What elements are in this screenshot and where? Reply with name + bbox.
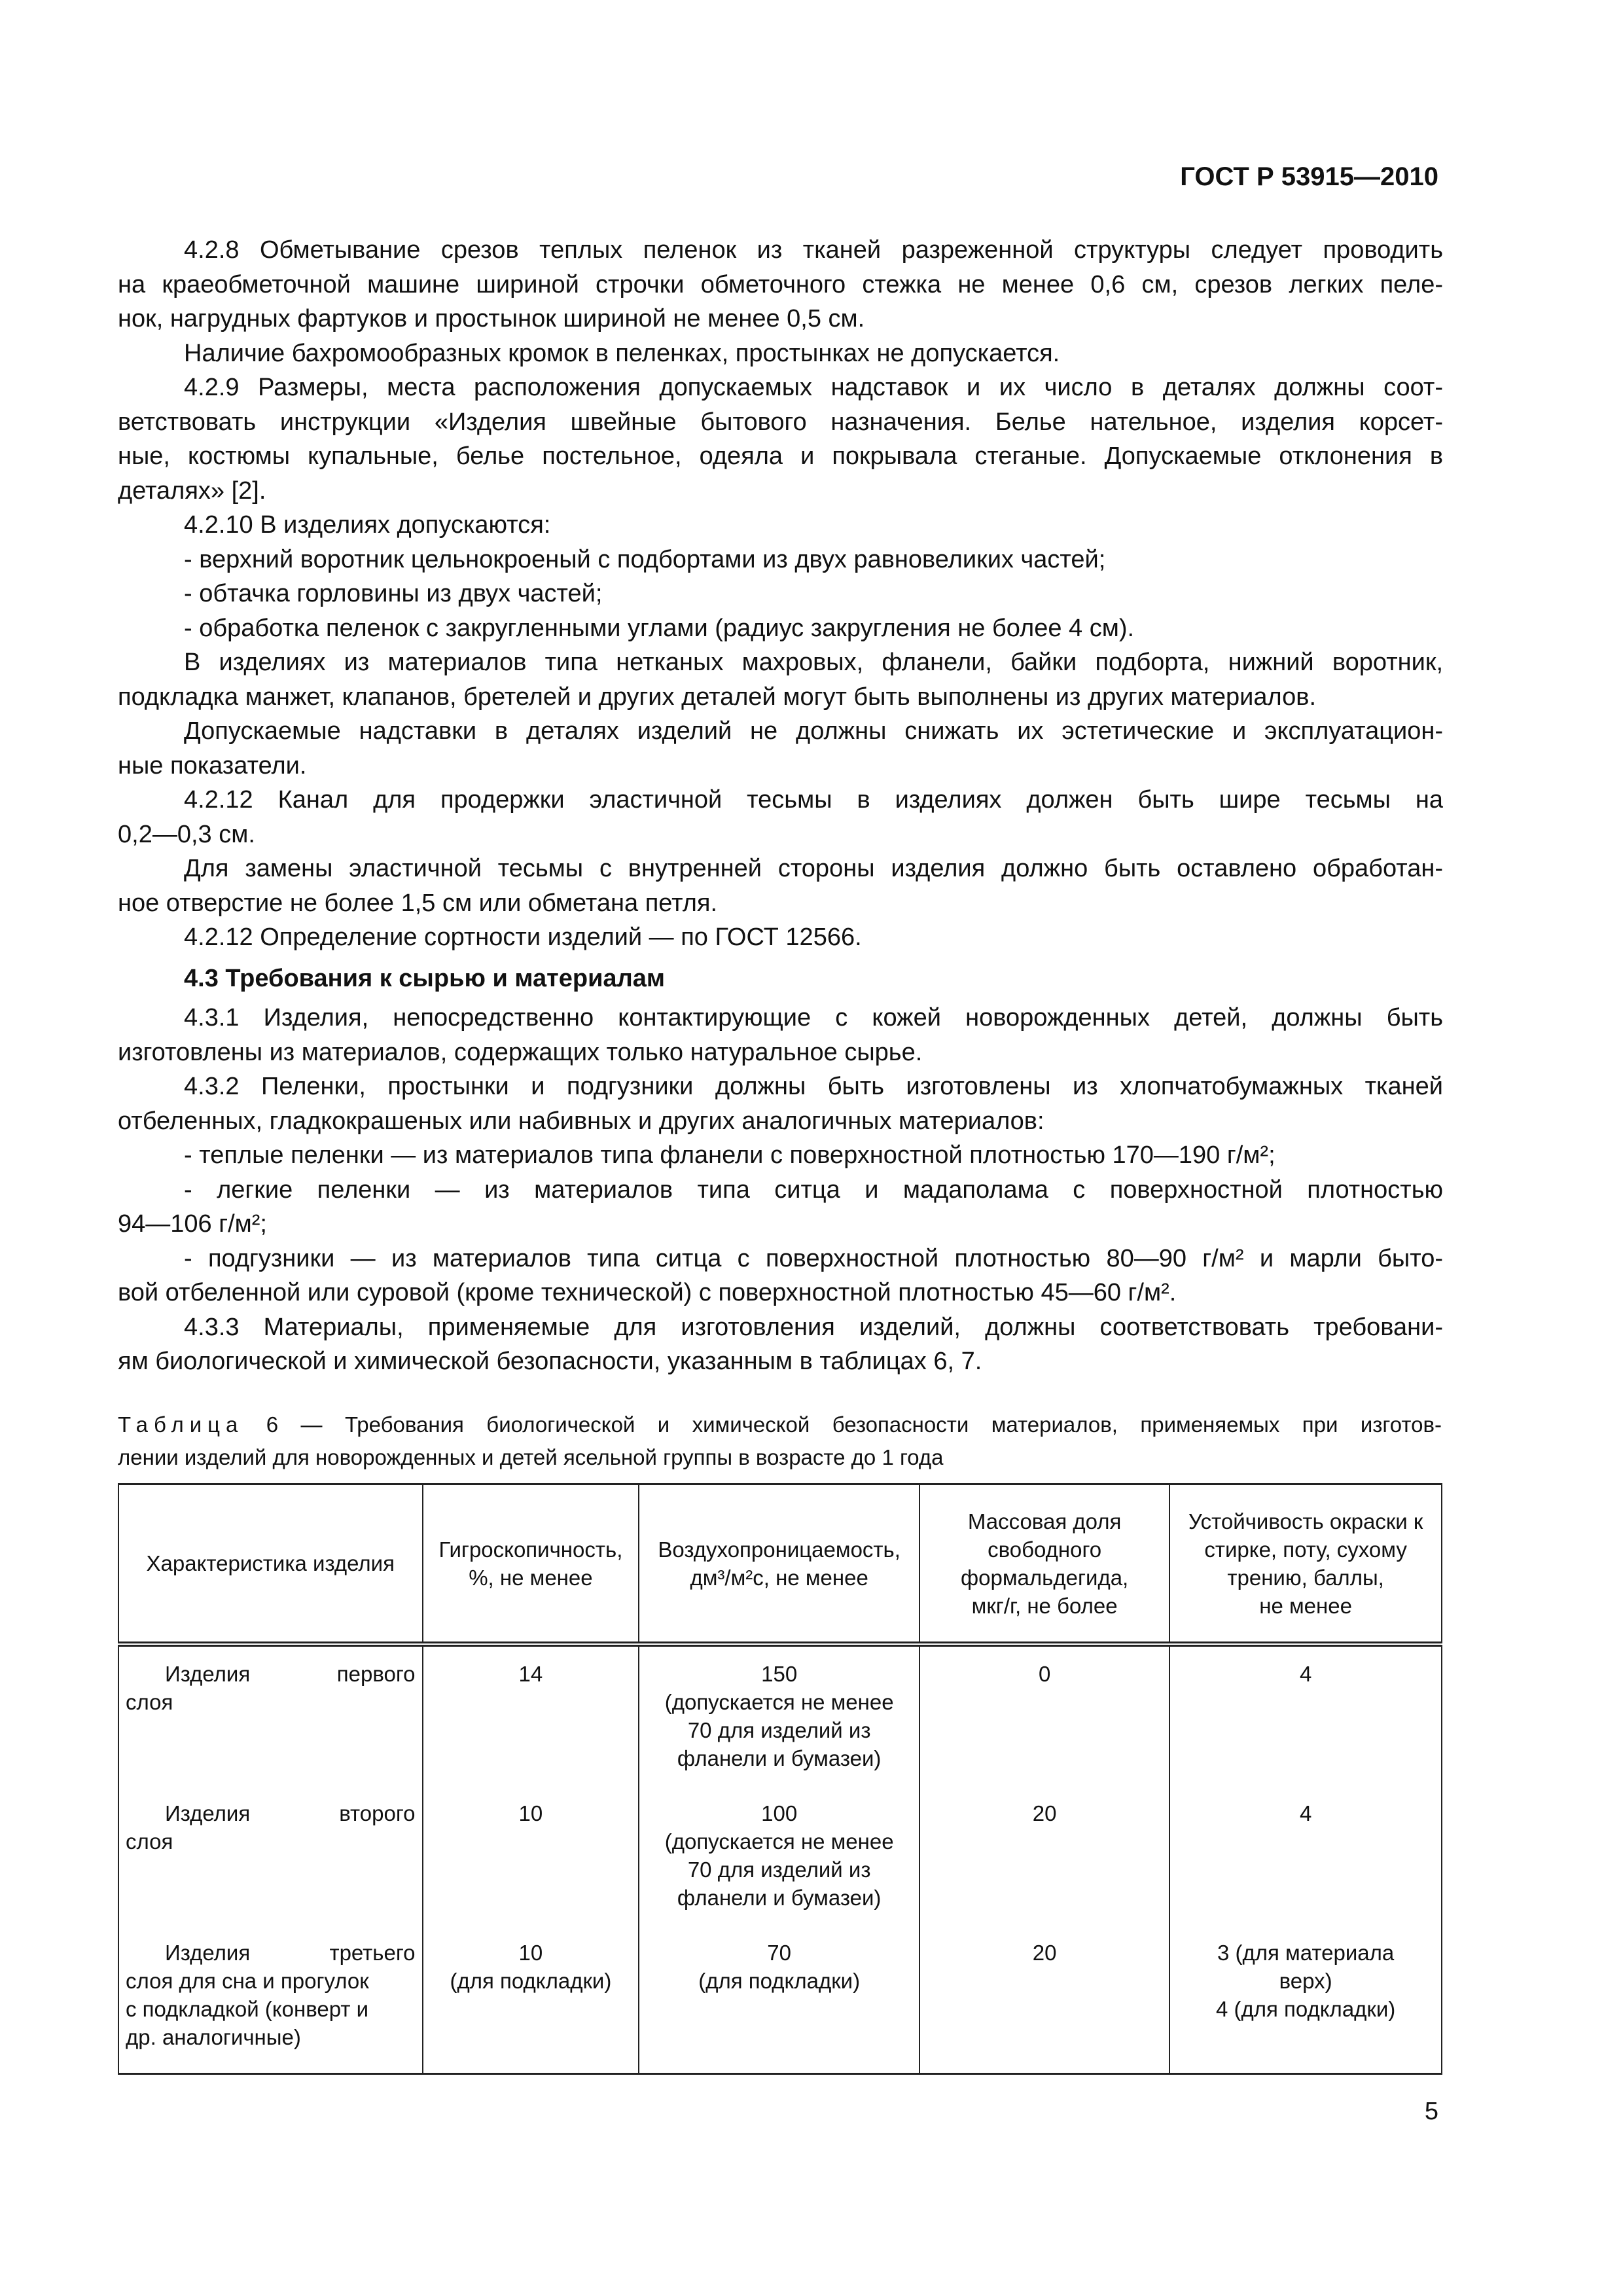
cell-text: 4 (для подкладки) (1215, 1997, 1396, 2021)
text-line: подкладка манжет, клапанов, бретелей и других деталей могут быть выполнены из других материалов. (118, 683, 1317, 711)
text-line: В изделиях из материалов типа нетканых махровых, фланели, байки подборта, нижний воротник, (184, 649, 1443, 676)
cell-text: 3 (для материала (1217, 1941, 1395, 1965)
text-line: ветствовать инструкции «Изделия швейные бытового назначения. Белье нательное, изделия корсет- (118, 408, 1443, 436)
cell-text: верх) (1279, 1969, 1332, 1993)
table-cell (118, 1644, 423, 1786)
text-line: деталях» [2]. (118, 476, 266, 505)
header-text: Устойчивость окраски к (1188, 1509, 1423, 1534)
text-line: на краеобметочной машине шириной строчки обметочного стежка не менее 0,6 см, срезов легких пеле- (118, 270, 1443, 298)
document-body (118, 233, 1443, 1379)
cell-text: слоя (126, 1829, 173, 1854)
page-number: 5 (1424, 2098, 1438, 2125)
header-text: Гигроскопичность, (438, 1537, 623, 1562)
header-text: мкг/г, не более (971, 1593, 1118, 1618)
cell-text: фланели и бумазеи) (677, 1886, 882, 1910)
cell-text: 150 (761, 1662, 798, 1686)
text-line: 4.2.10 В изделиях допускаются: (184, 511, 551, 539)
header-text: дм³/м²с, не менее (690, 1565, 868, 1590)
column-header (919, 1484, 1169, 1645)
cell-text: 20 (1032, 1801, 1057, 1825)
text-line: отбеленных, гладкокрашеных или набивных и других аналогичных материалов: (118, 1107, 1044, 1135)
column-header (1169, 1484, 1442, 1645)
cell-text: 70 (767, 1941, 792, 1965)
header-text: не менее (1259, 1593, 1352, 1618)
text-line: ное отверстие не более 1,5 см или обметана петля. (118, 889, 718, 917)
table-cell (118, 1786, 423, 1926)
text-line: 4.3.1 Изделия, непосредственно контактирующие с кожей новорожденных детей, должны быть (184, 1004, 1443, 1031)
text-line: - обтачка горловины из двух частей; (184, 580, 603, 607)
cell-text: 70 для изделий из (687, 1718, 871, 1742)
text-line: вой отбеленной или суровой (кроме технической) с поверхностной плотностью 45—60 г/м². (118, 1279, 1177, 1306)
table-header-row (118, 1484, 1442, 1645)
requirements-table (118, 1483, 1442, 2075)
table-row (118, 1926, 1442, 2074)
text-line: 4.2.9 Размеры, места расположения допускаемых надставок и их число в деталях должны соот- (184, 374, 1443, 401)
document-id: ГОСТ Р 53915—2010 (1180, 162, 1438, 191)
text-line: - теплые пеленки — из материалов типа фланели с поверхностной плотностью 170—190 г/м²; (184, 1141, 1275, 1169)
table-caption (118, 1408, 1442, 1474)
text-line: Наличие бахромообразных кромок в пеленках, простынках не допускается. (184, 339, 1060, 367)
cell-text: фланели и бумазеи) (677, 1746, 882, 1770)
column-header (639, 1484, 919, 1645)
table-cell (639, 1786, 919, 1926)
cell-text: 20 (1032, 1941, 1057, 1965)
header-text: стирке, поту, сухому (1204, 1537, 1407, 1562)
text-line: 4.3.2 Пеленки, простынки и подгузники должны быть изготовлены из хлопчатобумажных тканей (184, 1073, 1443, 1100)
table-cell (1169, 1786, 1442, 1926)
cell-text: (для подкладки) (698, 1969, 861, 1993)
section-heading: 4.3 Требования к сырью и материалам (184, 964, 665, 992)
cell-text: 4 (1299, 1801, 1312, 1825)
cell-text: 100 (761, 1801, 798, 1825)
text-line: - подгузники — из материалов типа ситца с поверхностной плотностью 80—90 г/м² и марли быто- (184, 1244, 1443, 1272)
header-text: трению, баллы, (1227, 1565, 1384, 1590)
text-line: изготовлены из материалов, содержащих только натуральное сырье. (118, 1038, 923, 1066)
cell-text: Изделия второго (165, 1801, 416, 1825)
text-line: Для замены эластичной тесьмы с внутренней стороны изделия должно быть оставлено обработан- (184, 855, 1443, 882)
table-label: Таблица (118, 1412, 244, 1437)
cell-text: 70 для изделий из (687, 1857, 871, 1882)
text-line: 0,2—0,3 см. (118, 820, 255, 848)
table-cell (423, 1644, 639, 1786)
cell-text: 10 (518, 1801, 543, 1825)
text-line: 4.3.3 Материалы, применяемые для изготовления изделий, должны соответствовать требовани- (184, 1313, 1443, 1341)
cell-text: 0 (1038, 1662, 1051, 1686)
cell-text: Изделия первого (165, 1662, 416, 1686)
header-text: свободного (988, 1537, 1102, 1562)
table-cell (423, 1786, 639, 1926)
table-caption-line-1 (118, 1408, 1442, 1441)
table-cell (919, 1926, 1169, 2074)
table-cell (639, 1926, 919, 2074)
text-line: - обработка пеленок с закругленными углами (радиус закругления не более 4 см). (184, 614, 1135, 642)
cell-text: 10 (518, 1941, 543, 1965)
cell-text: Изделия третьего (165, 1941, 416, 1965)
table-row (118, 1786, 1442, 1926)
text-line: 4.2.12 Канал для продержки эластичной тесьмы в изделиях должен быть шире тесьмы на (184, 786, 1443, 814)
header-text: Массовая доля (967, 1509, 1122, 1534)
table-row (118, 1644, 1442, 1786)
text-line: нок, нагрудных фартуков и простынок шириной не менее 0,5 см. (118, 305, 865, 332)
header-text: формальдегида, (961, 1565, 1129, 1590)
header-text: Воздухопроницаемость, (658, 1537, 901, 1562)
column-header (118, 1484, 423, 1645)
cell-text: (допускается не менее (664, 1829, 894, 1854)
cell-text: 4 (1299, 1662, 1312, 1686)
cell-text: (допускается не менее (664, 1690, 894, 1714)
table-title: 6 — Требования биологической и химической безопасности материалов, применяемых при изготов- (266, 1412, 1442, 1437)
text-line: 94—106 г/м²; (118, 1210, 267, 1238)
table-cell (919, 1644, 1169, 1786)
table-cell (1169, 1644, 1442, 1786)
text-line: ям биологической и химической безопасности, указанным в таблицах 6, 7. (118, 1348, 982, 1375)
text-line: - верхний воротник цельнокроеный с подбортами из двух равновеликих частей; (184, 545, 1106, 573)
text-line: Допускаемые надставки в деталях изделий не должны снижать их эстетические и эксплуатацион- (184, 717, 1443, 745)
column-header (423, 1484, 639, 1645)
table-cell (118, 1926, 423, 2074)
table-cell (919, 1786, 1169, 1926)
cell-text: др. аналогичные) (126, 2025, 301, 2049)
table-caption-line-2: лении изделий для новорожденных и детей ясельной группы в возрасте до 1 года (118, 1445, 944, 1469)
text-line: ные показатели. (118, 751, 307, 780)
cell-text: с подкладкой (конверт и (126, 1997, 369, 2021)
text-line: 4.2.12 Определение сортности изделий — по ГОСТ 12566. (184, 924, 862, 951)
table-cell (423, 1926, 639, 2074)
table-cell (639, 1644, 919, 1786)
table-cell (1169, 1926, 1442, 2074)
cell-text: слоя для сна и прогулок (126, 1969, 369, 1993)
cell-text: 14 (518, 1662, 543, 1686)
text-line: 4.2.8 Обметывание срезов теплых пеленок из тканей разреженной структуры следует проводить (184, 236, 1443, 264)
header-text: %, не менее (469, 1565, 593, 1590)
header-text: Характеристика изделия (146, 1551, 395, 1575)
cell-text: слоя (126, 1690, 173, 1714)
text-line: ные, костюмы купальные, белье постельное, одеяла и покрывала стеганые. Допускаемые отклонения в (118, 442, 1443, 470)
cell-text: (для подкладки) (450, 1969, 612, 1993)
text-line: - легкие пеленки — из материалов типа ситца и мадаполама с поверхностной плотностью (184, 1175, 1443, 1204)
